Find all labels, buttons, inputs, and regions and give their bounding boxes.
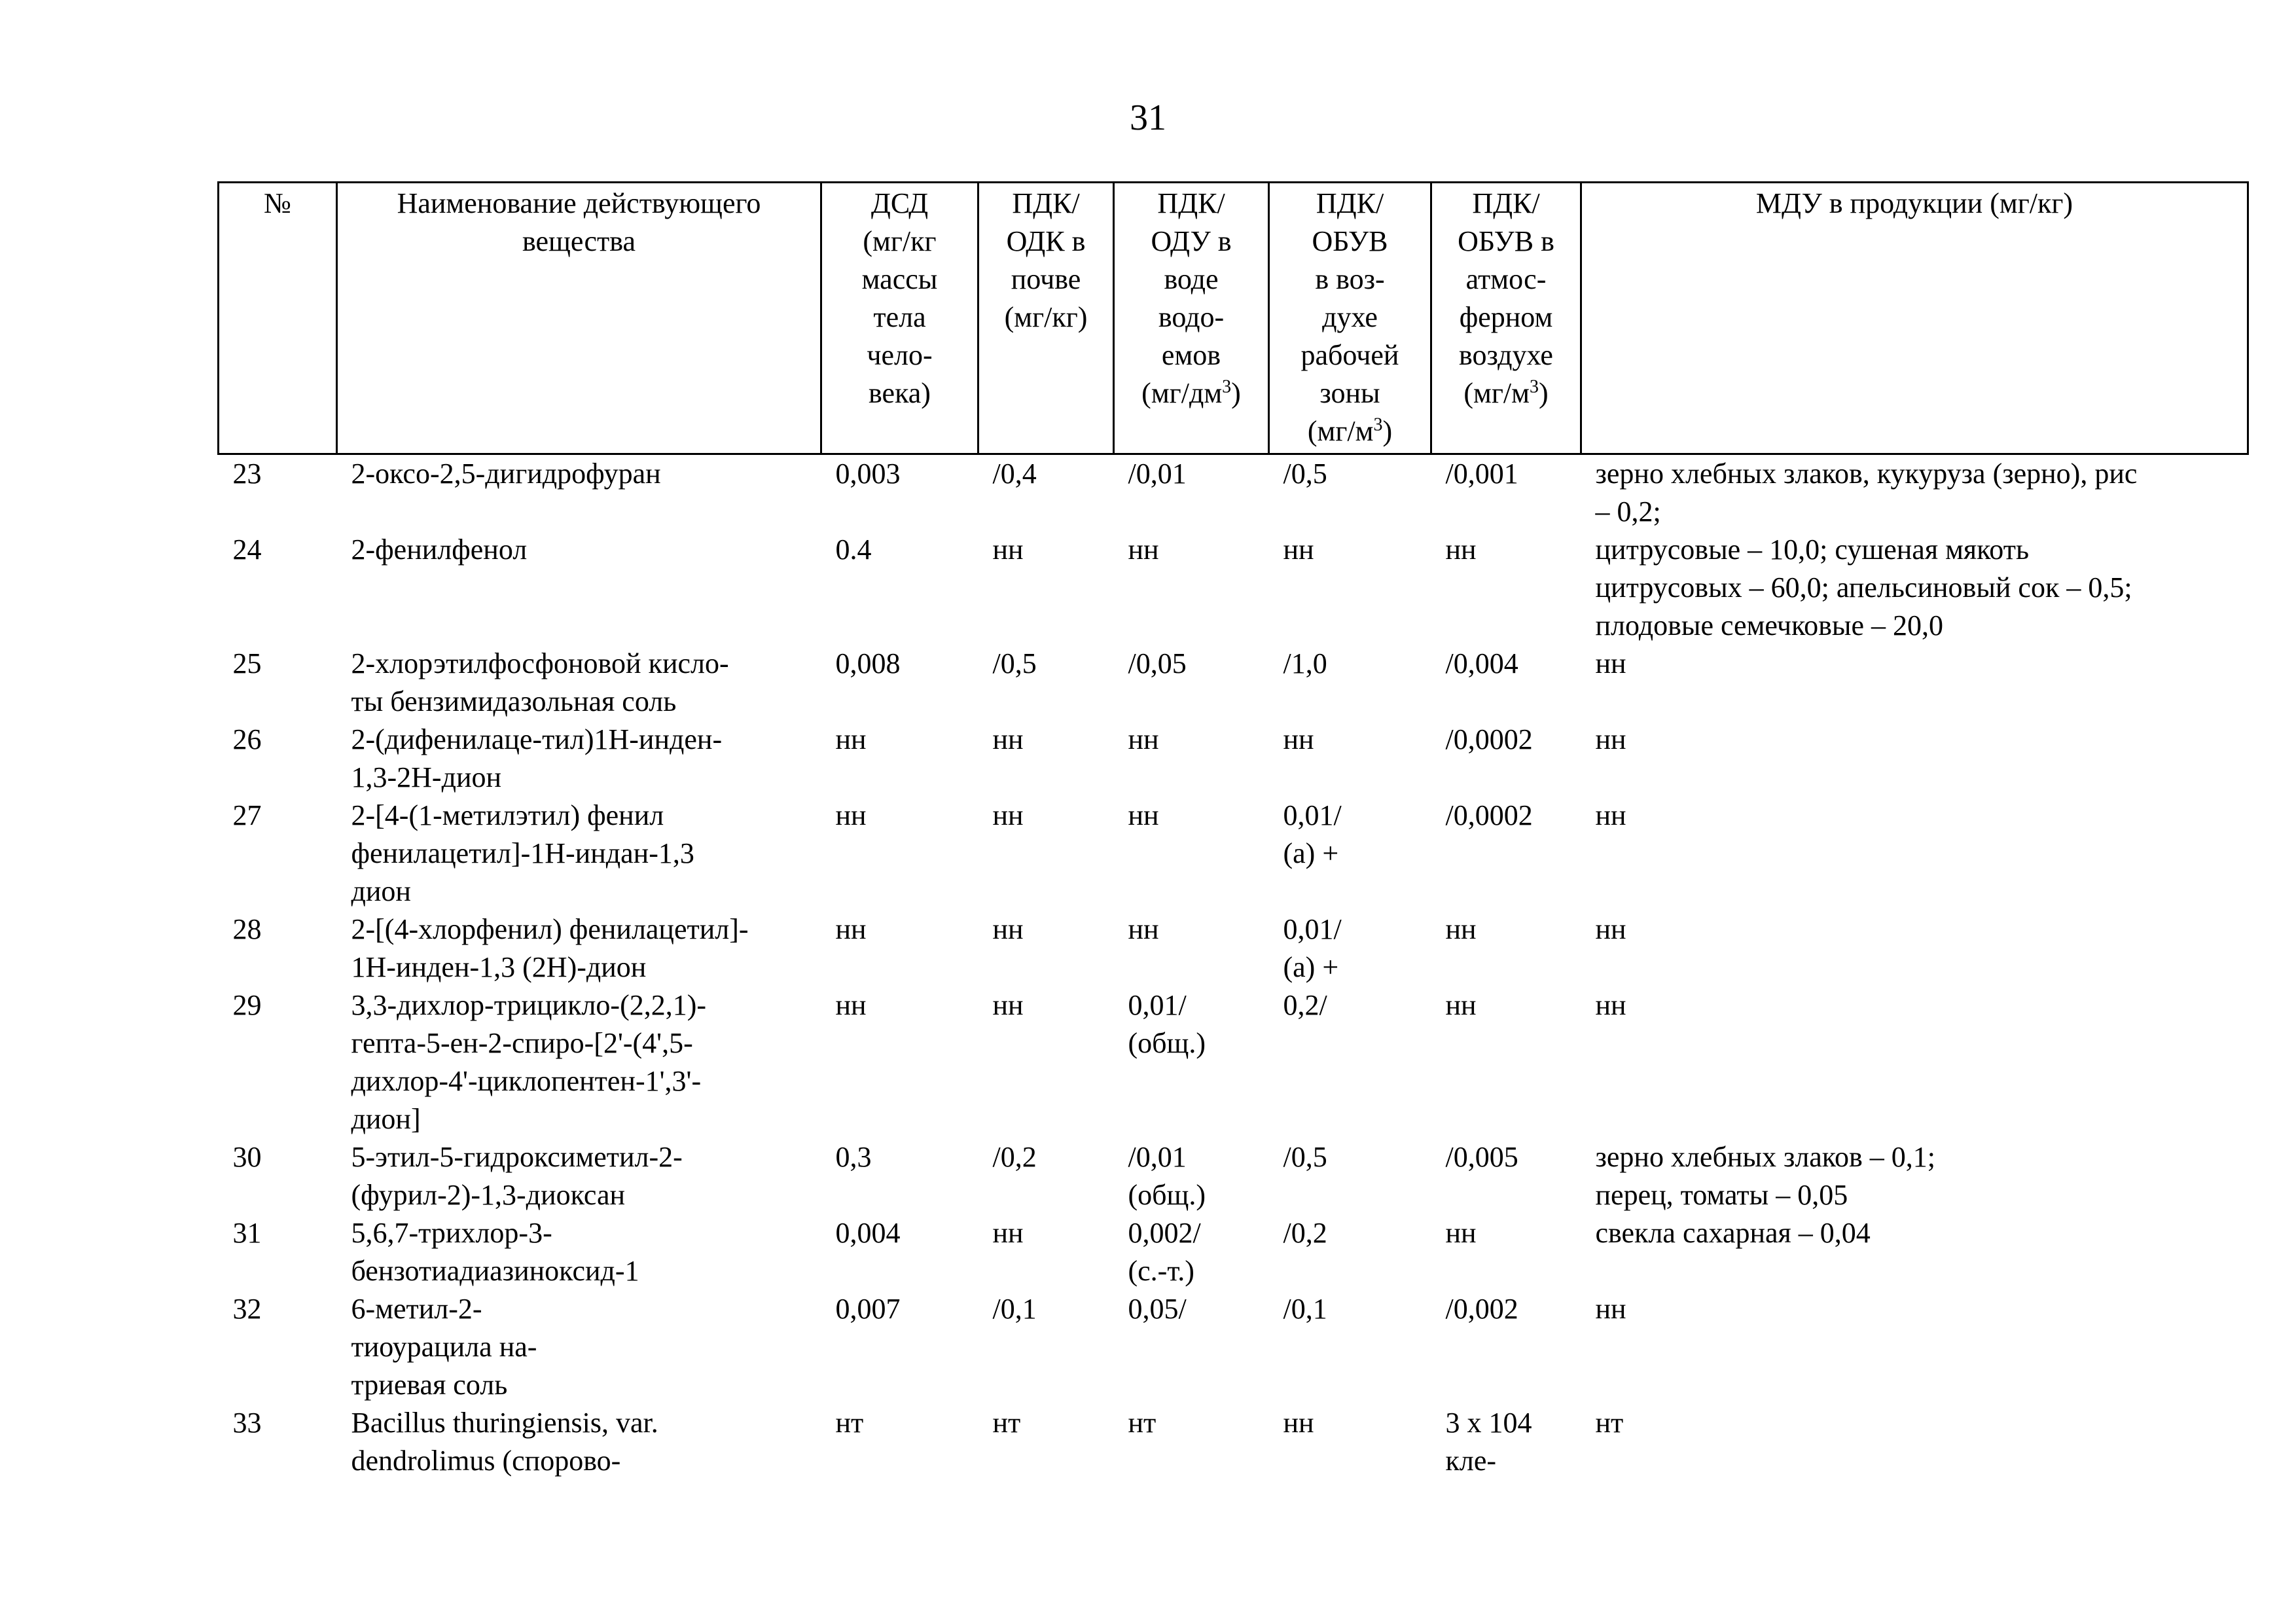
cell-work	[1269, 1214, 1431, 1290]
cell-no: 27	[232, 799, 262, 831]
cell-work	[1269, 645, 1431, 721]
cell-mdu	[1581, 645, 2248, 721]
cell-line: дихлор-4'-циклопентен-1',3'-	[351, 1065, 702, 1097]
cell-line: фенилацетил]-1Н-индан-1,3	[351, 837, 694, 869]
cell-line: 0,008	[835, 647, 901, 679]
cell-water	[1114, 986, 1269, 1138]
cell-water	[1114, 531, 1269, 645]
cell-line: /0,05	[1128, 647, 1187, 679]
cell-no: 26	[232, 723, 262, 755]
cell-line: нн	[992, 533, 1024, 566]
table-row	[219, 911, 2248, 986]
table-row	[219, 721, 2248, 797]
cell-line: 2-[4-(1-метилэтил) фенил	[351, 799, 664, 831]
cell-line: нн	[835, 723, 867, 755]
cell-water	[1114, 454, 1269, 532]
cell-water	[1114, 721, 1269, 797]
cell-line: плодовые семечковые – 20,0	[1595, 609, 1944, 641]
cell-name	[337, 911, 821, 986]
cell-soil	[978, 454, 1114, 532]
cell-soil	[978, 1290, 1114, 1404]
cell-name	[337, 986, 821, 1138]
cell-line: 0,002/	[1128, 1217, 1201, 1249]
table-row	[219, 986, 2248, 1138]
table-row	[219, 1138, 2248, 1214]
header-atm-unit: $(мг/м^3)$	[1463, 376, 1549, 409]
cell-line: нт	[835, 1407, 864, 1439]
cell-no: 29	[232, 989, 262, 1021]
cell-water	[1114, 645, 1269, 721]
cell-line: цитрусовые – 10,0; сушеная мякоть	[1595, 533, 2030, 566]
cell-line: нн	[1595, 723, 1626, 755]
cell-mdu	[1581, 721, 2248, 797]
header-dsd: ДСД (мг/кг массы тела чело- века)	[821, 183, 978, 454]
cell-line: нн	[1128, 913, 1159, 945]
table-row	[219, 531, 2248, 645]
cell-soil	[978, 1404, 1114, 1480]
cell-mdu	[1581, 531, 2248, 645]
cell-line: (с.-т.)	[1128, 1255, 1194, 1287]
cell-line: нн	[1595, 1293, 1626, 1325]
table-header	[219, 183, 2248, 454]
cell-line: (общ.)	[1128, 1027, 1206, 1059]
table-row	[219, 797, 2248, 911]
cell-line: нн	[1595, 913, 1626, 945]
cell-mdu	[1581, 1214, 2248, 1290]
cell-dsd	[821, 454, 978, 532]
cell-line: нн	[992, 913, 1024, 945]
cell-line: нн	[1595, 647, 1626, 679]
cell-dsd	[821, 645, 978, 721]
cell-line: /0,5	[992, 647, 1037, 679]
cell-line: зерно хлебных злаков – 0,1;	[1595, 1141, 1935, 1173]
cell-dsd	[821, 986, 978, 1138]
cell-work	[1269, 531, 1431, 645]
cell-water	[1114, 1290, 1269, 1404]
cell-dsd	[821, 797, 978, 911]
cell-line: 2-(дифенилаце-тил)1Н-инден-	[351, 723, 723, 755]
cell-line: 3 х 104	[1445, 1407, 1532, 1439]
cell-work	[1269, 721, 1431, 797]
cell-work	[1269, 1404, 1431, 1480]
cell-no: 28	[232, 913, 262, 945]
cell-line: кле-	[1445, 1445, 1497, 1477]
cell-line: 0,2/	[1283, 989, 1327, 1021]
cell-name	[337, 721, 821, 797]
cell-line: нн	[1128, 533, 1159, 566]
cell-atm	[1431, 1290, 1581, 1404]
cell-line: нн	[1128, 799, 1159, 831]
cell-line: нн	[1283, 723, 1314, 755]
cell-atm	[1431, 797, 1581, 911]
table-row	[219, 1290, 2248, 1404]
cell-line: нн	[1595, 799, 1626, 831]
cell-atm	[1431, 1138, 1581, 1214]
cell-line: нт	[1128, 1407, 1157, 1439]
cell-dsd	[821, 1214, 978, 1290]
header-mdu: МДУ в продукции (мг/кг)	[1581, 183, 2248, 454]
cell-line: 2-[(4-хлорфенил) фенилацетил]-	[351, 913, 749, 945]
cell-name	[337, 645, 821, 721]
cell-water	[1114, 1404, 1269, 1480]
cell-line: /0,5	[1283, 1141, 1327, 1173]
cell-line: перец, томаты – 0,05	[1595, 1179, 1848, 1211]
cell-no: 31	[232, 1217, 262, 1249]
cell-line: 5,6,7-трихлор-3-	[351, 1217, 552, 1249]
cell-work	[1269, 454, 1431, 532]
cell-line: (а) +	[1283, 837, 1339, 869]
cell-no: 23	[232, 458, 262, 490]
cell-no: 24	[232, 533, 262, 566]
cell-soil	[978, 531, 1114, 645]
cell-line: /0,005	[1445, 1141, 1518, 1173]
table-row	[219, 645, 2248, 721]
cell-line: нн	[1283, 533, 1314, 566]
cell-mdu	[1581, 1138, 2248, 1214]
cell-line: dendrolimus (спорово-	[351, 1445, 621, 1477]
cell-water	[1114, 1214, 1269, 1290]
cell-line: /0,1	[992, 1293, 1037, 1325]
cell-line: нн	[1283, 1407, 1314, 1439]
cell-line: 0,3	[835, 1141, 872, 1173]
cell-atm	[1431, 454, 1581, 532]
cell-water	[1114, 1138, 1269, 1214]
cell-line: 2-фенилфенол	[351, 533, 528, 566]
cell-line: нн	[1445, 1217, 1477, 1249]
cell-line: 2-хлорэтилфосфоновой кисло-	[351, 647, 729, 679]
cell-dsd	[821, 1404, 978, 1480]
cell-water	[1114, 797, 1269, 911]
header-atm: ПДК/ ОБУВ в атмос- ферном воздухе $(мг/м^3)$	[1431, 183, 1581, 454]
cell-atm	[1431, 531, 1581, 645]
cell-line: (общ.)	[1128, 1179, 1206, 1211]
cell-atm	[1431, 645, 1581, 721]
cell-water	[1114, 911, 1269, 986]
cell-work	[1269, 797, 1431, 911]
cell-line: нн	[835, 989, 867, 1021]
cell-work	[1269, 1290, 1431, 1404]
cell-line: 0,01/	[1283, 913, 1342, 945]
cell-line: 1Н-инден-1,3 (2Н)-дион	[351, 951, 647, 983]
cell-line: 0,004	[835, 1217, 901, 1249]
cell-soil	[978, 797, 1114, 911]
cell-line: /0,004	[1445, 647, 1518, 679]
cell-work	[1269, 986, 1431, 1138]
cell-no: 30	[232, 1141, 262, 1173]
cell-dsd	[821, 721, 978, 797]
cell-line: /0,01	[1128, 1141, 1187, 1173]
cell-atm	[1431, 721, 1581, 797]
table-body	[219, 454, 2248, 1481]
cell-line: нн	[992, 723, 1024, 755]
cell-line: /0,4	[992, 458, 1037, 490]
cell-line: гепта-5-ен-2-спиро-[2'-(4',5-	[351, 1027, 693, 1059]
cell-line: 0.4	[835, 533, 872, 566]
cell-line: 0,003	[835, 458, 901, 490]
cell-line: нн	[835, 799, 867, 831]
cell-line: /0,002	[1445, 1293, 1518, 1325]
cell-line: 0,007	[835, 1293, 901, 1325]
cell-line: дион	[351, 875, 411, 907]
cell-line: нн	[1445, 913, 1477, 945]
cell-name	[337, 1290, 821, 1404]
cell-soil	[978, 1214, 1114, 1290]
cell-name	[337, 1214, 821, 1290]
cell-atm	[1431, 911, 1581, 986]
header-name: Наименование действующего вещества	[337, 183, 821, 454]
cell-line: нн	[1445, 989, 1477, 1021]
cell-line: нн	[835, 913, 867, 945]
cell-line: свекла сахарная – 0,04	[1595, 1217, 1871, 1249]
cell-no: 32	[232, 1293, 262, 1325]
cell-name	[337, 1138, 821, 1214]
cell-atm	[1431, 1214, 1581, 1290]
cell-no: 33	[232, 1407, 262, 1439]
cell-soil	[978, 645, 1114, 721]
header-no: №	[219, 183, 337, 454]
cell-line: /0,01	[1128, 458, 1187, 490]
cell-line: 2-оксо-2,5-дигидрофуран	[351, 458, 661, 490]
page-number: 31	[1130, 98, 1166, 138]
cell-line: ты бензимидазольная соль	[351, 685, 677, 717]
cell-atm	[1431, 986, 1581, 1138]
cell-dsd	[821, 531, 978, 645]
cell-line: триевая соль	[351, 1369, 508, 1401]
cell-mdu	[1581, 911, 2248, 986]
cell-line: – 0,2;	[1595, 496, 1661, 528]
header-water: ПДК/ ОДУ в воде водо- емов $(мг/дм^3)$	[1114, 183, 1269, 454]
cell-line: нн	[992, 1217, 1024, 1249]
cell-line: нн	[992, 799, 1024, 831]
cell-line: (фурил-2)-1,3-диоксан	[351, 1179, 626, 1211]
cell-soil	[978, 1138, 1114, 1214]
cell-dsd	[821, 911, 978, 986]
table-row	[219, 1404, 2248, 1480]
table-row	[219, 1214, 2248, 1290]
cell-line: зерно хлебных злаков, кукуруза (зерно), рис	[1595, 458, 2138, 490]
cell-line: 0,05/	[1128, 1293, 1187, 1325]
cell-name	[337, 797, 821, 911]
header-water-unit: $(мг/дм^3)$	[1141, 376, 1241, 409]
substances-table	[217, 181, 2249, 1480]
cell-line: /0,001	[1445, 458, 1518, 490]
cell-name	[337, 454, 821, 532]
cell-line: тиоурацила на-	[351, 1331, 537, 1363]
cell-work	[1269, 1138, 1431, 1214]
cell-line: /0,0002	[1445, 799, 1533, 831]
cell-line: /0,2	[992, 1141, 1037, 1173]
cell-mdu	[1581, 1290, 2248, 1404]
cell-line: /0,0002	[1445, 723, 1533, 755]
cell-line: 0,01/	[1283, 799, 1342, 831]
cell-atm	[1431, 1404, 1581, 1480]
header-soil: ПДК/ ОДК в почве (мг/кг)	[978, 183, 1114, 454]
cell-dsd	[821, 1290, 978, 1404]
cell-line: 0,01/	[1128, 989, 1187, 1021]
cell-soil	[978, 911, 1114, 986]
cell-name	[337, 531, 821, 645]
cell-work	[1269, 911, 1431, 986]
cell-line: /0,5	[1283, 458, 1327, 490]
table-row	[219, 454, 2248, 532]
cell-line: 5-этил-5-гидроксиметил-2-	[351, 1141, 683, 1173]
cell-line: /1,0	[1283, 647, 1327, 679]
cell-line: /0,2	[1283, 1217, 1327, 1249]
cell-mdu	[1581, 1404, 2248, 1480]
header-work: ПДК/ ОБУВ в воз- духе рабочей зоны $(мг/м^3)$	[1269, 183, 1431, 454]
cell-soil	[978, 986, 1114, 1138]
cell-line: нт	[992, 1407, 1021, 1439]
cell-line: нн	[1595, 989, 1626, 1021]
cell-line: 6-метил-2-	[351, 1293, 482, 1325]
cell-line: нн	[992, 989, 1024, 1021]
cell-line: дион]	[351, 1103, 421, 1135]
cell-line: цитрусовых – 60,0; апельсиновый сок – 0,5;	[1595, 571, 2132, 604]
cell-mdu	[1581, 454, 2248, 532]
cell-line: 3,3-дихлор-трицикло-(2,2,1)-	[351, 989, 707, 1021]
cell-line: 1,3-2Н-дион	[351, 761, 502, 793]
header-work-unit: $(мг/м^3)$	[1307, 414, 1393, 447]
cell-no: 25	[232, 647, 262, 679]
cell-name	[337, 1404, 821, 1480]
cell-line: нт	[1595, 1407, 1624, 1439]
cell-line: Bacillus thuringiensis, var.	[351, 1407, 658, 1439]
cell-mdu	[1581, 797, 2248, 911]
cell-line: нн	[1128, 723, 1159, 755]
cell-line: нн	[1445, 533, 1477, 566]
cell-line: бензотиадиазиноксид-1	[351, 1255, 639, 1287]
cell-mdu	[1581, 986, 2248, 1138]
cell-soil	[978, 721, 1114, 797]
cell-line: (а) +	[1283, 951, 1339, 983]
cell-line: /0,1	[1283, 1293, 1327, 1325]
cell-dsd	[821, 1138, 978, 1214]
